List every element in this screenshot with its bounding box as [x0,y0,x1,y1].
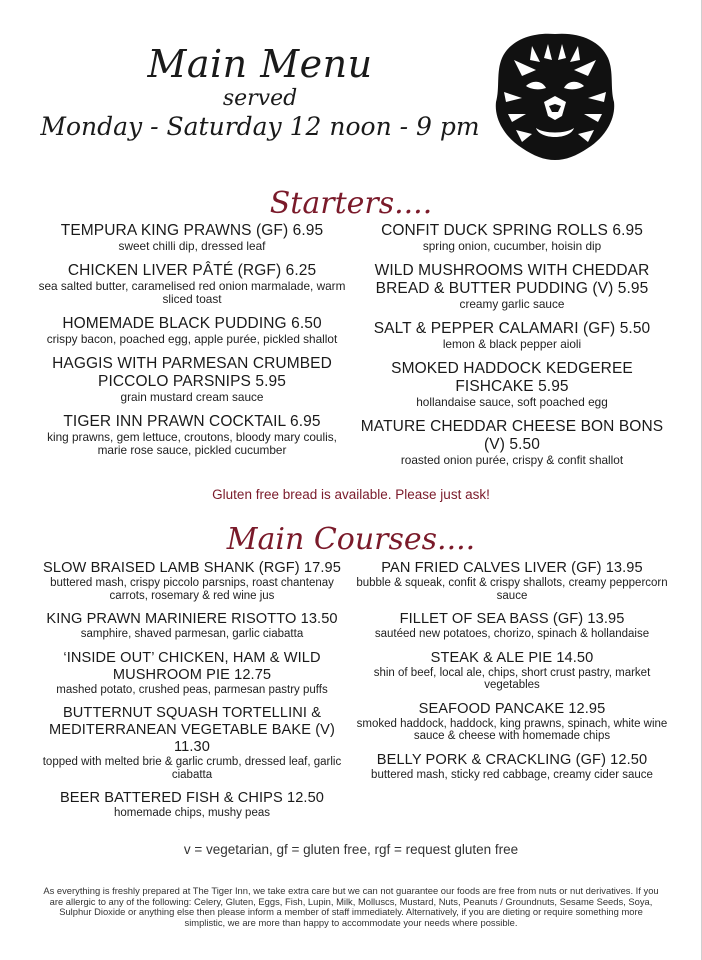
item-description: buttered mash, sticky red cabbage, creamy cider sauce [371,768,653,781]
item-description: roasted onion purée, crispy & confit shallot [400,453,624,467]
item-description: crispy bacon, poached egg, apple purée, pickled shallot [46,332,338,346]
menu-item [352,650,672,692]
item-name: TEMPURA KING PRAWNS (GF) 6.95 [60,222,324,239]
item-name: PAN FRIED CALVES LIVER (GF) 13.95 [381,560,643,576]
item-name: ‘INSIDE OUT’ CHICKEN, HAM & WILD MUSHROOM PIE 12.75 [63,649,321,683]
dietary-key: v = vegetarian, gf = gluten free, rgf = request gluten free [183,842,519,857]
item-name: BELLY PORK & CRACKLING (GF) 12.50 [376,751,648,768]
item-name: HOMEMADE BLACK PUDDING 6.50 [62,315,322,332]
opening-hours: Monday - Saturday 12 noon - 9 pm [40,112,480,141]
item-name: MATURE CHEDDAR CHEESE BON BONS (V) 5.50 [360,418,664,453]
mains-right-column [352,560,672,790]
allergen-disclaimer: As everything is freshly prepared at The Tiger Inn, we take extra care but we can not guarantee our foods are free from nuts or nut derivatives. If you are allergic to any of the following: Celery, Gluten, Eggs, Fish, Lupin, Milk, Molluscs, Mustard, Nuts, Peanuts / Groundnuts, Sesame Seeds, Soya, Sulphur Dioxide or anything else then please inform a member of staff immediately. Alternatively, if you are dieting or require something more simplistic, we are more than happy to accommodate your needs where possible. [43,885,659,928]
item-description: king prawns, gem lettuce, croutons, bloody mary coulis, marie rose sauce, pickled cucumber [47,430,337,457]
menu-item [32,611,352,641]
menu-item [32,262,352,306]
menu-item [32,315,352,346]
item-name: SEAFOOD PANCAKE 12.95 [418,700,606,717]
menu-item [352,418,672,467]
item-description: bubble & squeak, confit & crispy shallots, creamy peppercorn sauce [356,577,668,602]
menu-item [32,413,352,457]
item-description: buttered mash, crispy piccolo parsnips, roast chantenay carrots, rosemary & red wine jus [50,577,334,602]
menu-item [352,560,672,602]
menu-item [32,355,352,404]
gluten-free-note: Gluten free bread is available. Please just ask! [212,487,490,502]
item-description: sea salted butter, caramelised red onion marmalade, warm sliced toast [38,279,346,306]
starters-heading: Starters.... [269,186,433,221]
item-description: sautéed new potatoes, chorizo, spinach & hollandaise [374,628,650,640]
starters-left-column [32,222,352,466]
item-name: STEAK & ALE PIE 14.50 [430,649,594,666]
item-name: SMOKED HADDOCK KEDGEREE FISHCAKE 5.95 [391,360,633,395]
tiger-head-icon [492,30,618,162]
menu-item [32,222,352,253]
menu-item [32,560,352,602]
main-courses-heading: Main Courses.... [226,522,476,557]
starters-right-column [352,222,672,476]
menu-item [352,222,672,253]
menu-item [32,650,352,697]
served-label: served [222,86,298,111]
item-name: WILD MUSHROOMS WITH CHEDDAR BREAD & BUTTER PUDDING (V) 5.95 [374,262,650,297]
menu-item [352,262,672,311]
item-name: SALT & PEPPER CALAMARI (GF) 5.50 [373,320,651,337]
item-name: BUTTERNUT SQUASH TORTELLINI & MEDITERRANEAN VEGETABLE BAKE (V) 11.30 [49,705,335,755]
menu-item [352,611,672,641]
item-name: CHICKEN LIVER PÂTÉ (RGF) 6.25 [67,262,317,279]
item-description: sweet chilli dip, dressed leaf [118,239,266,253]
item-description: samphire, shaved parmesan, garlic ciabatta [80,628,304,640]
menu-item [352,701,672,743]
item-description: topped with melted brie & garlic crumb, dressed leaf, garlic ciabatta [42,756,342,781]
item-description: homemade chips, mushy peas [114,807,270,819]
item-description: grain mustard cream sauce [120,390,264,404]
item-name: CONFIT DUCK SPRING ROLLS 6.95 [381,222,643,239]
item-name: FILLET OF SEA BASS (GF) 13.95 [399,611,625,627]
item-name: SLOW BRAISED LAMB SHANK (RGF) 17.95 [43,560,341,576]
item-description: hollandaise sauce, soft poached egg [416,395,608,409]
item-description: smoked haddock, haddock, king prawns, spinach, white wine sauce & cheese with homemade chips [356,717,668,742]
menu-item [32,705,352,781]
item-description: lemon & black pepper aioli [442,337,582,351]
item-description: creamy garlic sauce [459,297,565,311]
menu-item [32,790,352,820]
menu-item [352,360,672,409]
item-description: shin of beef, local ale, chips, short crust pastry, market vegetables [373,666,651,691]
mains-left-column [32,560,352,829]
menu-item [352,752,672,782]
item-name: TIGER INN PRAWN COCKTAIL 6.95 [63,413,321,430]
item-description: mashed potato, crushed peas, parmesan pastry puffs [56,683,328,696]
menu-title: Main Menu [147,42,373,86]
item-description: spring onion, cucumber, hoisin dip [422,239,602,253]
item-name: BEER BATTERED FISH & CHIPS 12.50 [59,790,325,806]
menu-item [352,320,672,351]
item-name: HAGGIS WITH PARMESAN CRUMBED PICCOLO PARSNIPS 5.95 [52,355,332,390]
item-name: KING PRAWN MARINIERE RISOTTO 13.50 [46,611,338,627]
